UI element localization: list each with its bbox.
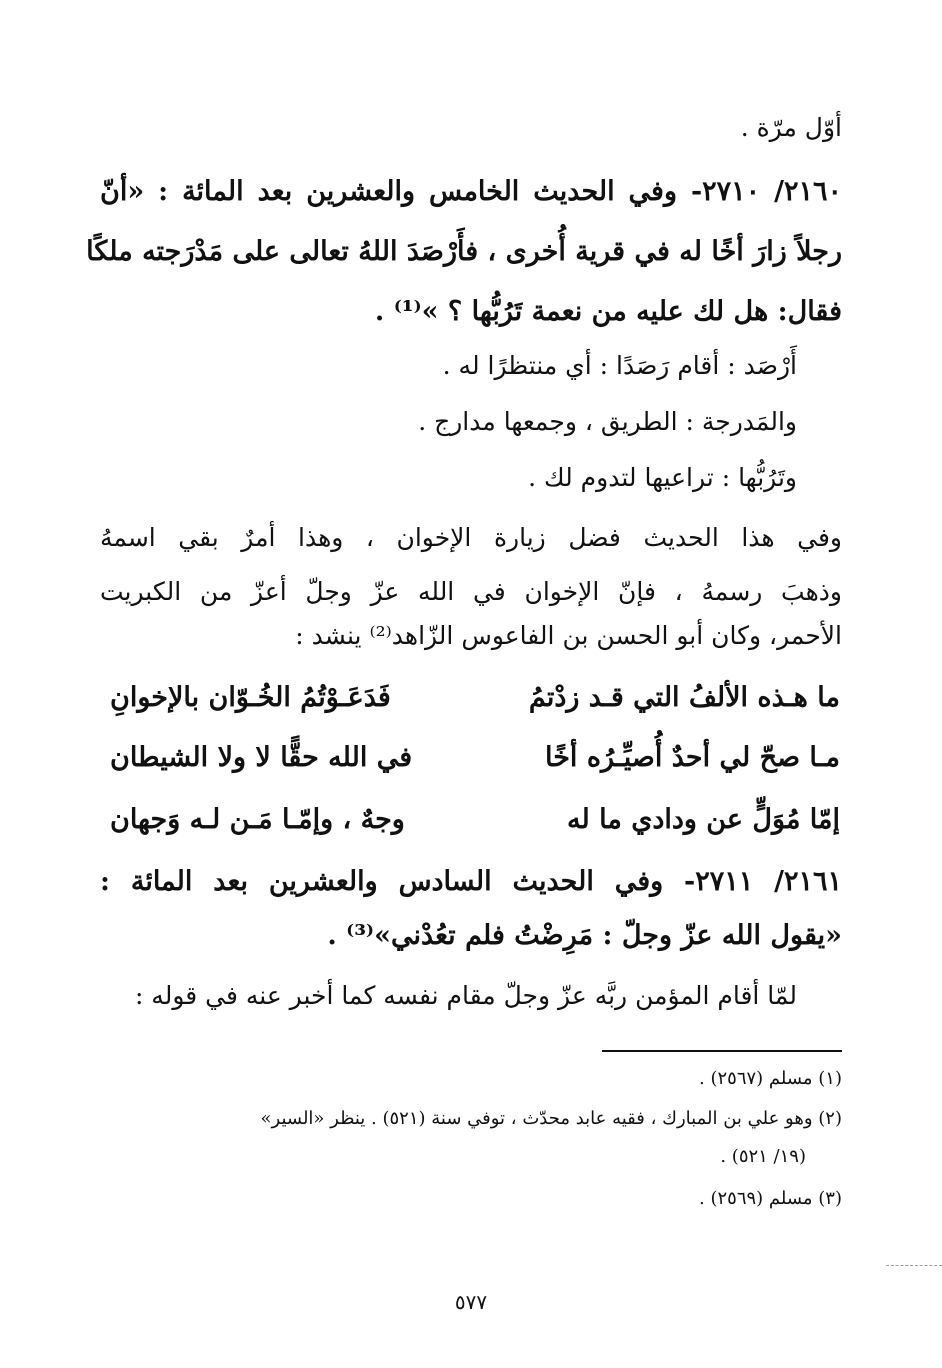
scan-edge-mark bbox=[886, 1265, 942, 1266]
poem-verse-2 bbox=[110, 736, 840, 780]
gloss-arsad: أَرْصَد : أقام رَصَدًا : أي منتظرًا له . bbox=[442, 351, 797, 380]
hadith-2160-heading: ٢١٦٠/ ٢٧١٠- وفي الحديث الخامس والعشرين بعد المائة : «أنّ bbox=[100, 176, 842, 207]
gloss-tarubbuha: وتَرُبُّها : تراعيها لتدوم لك . bbox=[528, 463, 797, 492]
page-number: ٥٧٧ bbox=[454, 1290, 488, 1314]
gloss-madraja: والمَدرجة : الطريق ، وجمعها مدارج . bbox=[418, 407, 797, 436]
footnote-3: (٣) مسلم (٢٥٦٩) . bbox=[699, 1188, 842, 1209]
commentary-line-1: وفي هذا الحديث فضل زيارة الإخوان ، وهذا أمرٌ بقي اسمهُ bbox=[100, 523, 842, 552]
poem-verse-3-first-hemistich: إمّا مُوَلٍّ عن ودادي ما له bbox=[567, 804, 840, 835]
poem-verse-1-second-hemistich: فَدَعَـوْتُمُ الخُـوّان بالإخوانِ bbox=[110, 682, 391, 713]
poem-verse-3-second-hemistich: وجهٌ ، وإمّـا مَـن لـه وَجهان bbox=[110, 804, 405, 835]
footnote-separator bbox=[602, 1050, 842, 1052]
poem-verse-1 bbox=[110, 676, 840, 720]
commentary-2161-line-1: لمّا أقام المؤمن ربَّه عزّ وجلّ مقام نفسه كما أخبر عنه في قوله : bbox=[134, 981, 797, 1010]
text-line-1: أوّل مرّة . bbox=[740, 113, 842, 142]
footnote-1: (١) مسلم (٢٥٦٧) . bbox=[699, 1068, 842, 1089]
poem-verse-2-second-hemistich: في الله حقًّا لا ولا الشيطان bbox=[110, 742, 413, 773]
commentary-line-2: وذهبَ رسمهُ ، فإنّ الإخوان في الله عزّ وجلّ أعزّ من الكبريت bbox=[100, 577, 842, 606]
poem-verse-3 bbox=[110, 798, 840, 842]
poem-verse-2-first-hemistich: مـا صحّ لي أحدٌ أُصيِّـرُه أخًا bbox=[545, 742, 840, 773]
footnote-2-continued: (١٩/ ٥٢١) . bbox=[720, 1146, 806, 1167]
commentary-line-3: الأحمر، وكان أبو الحسن بن الفاعوس الزّاهد⁽²⁾ ينشد : bbox=[295, 621, 842, 650]
hadith-2160-line-2: رجلاً زارَ أخًا له في قرية أُخرى ، فأَرْصَدَ اللهُ تعالى على مَدْرَجته ملكًا bbox=[86, 236, 842, 267]
hadith-2161-text: «يقول الله عزّ وجلّ : مَرِضْتُ فلم تعُدْني»⁽³⁾ . bbox=[327, 920, 842, 951]
footnote-2: (٢) وهو علي بن المبارك ، فقيه عابد محدّث ، توفي سنة (٥٢١) . ينظر «السير» bbox=[260, 1108, 842, 1129]
hadith-2160-line-3: فقال: هل لك عليه من نعمة تَرُبُّها ؟ »⁽¹⁾ . bbox=[374, 296, 842, 327]
poem-verse-1-first-hemistich: ما هـذه الألفُ التي قـد زدْتمُ bbox=[528, 682, 840, 713]
hadith-2161-heading: ٢١٦١/ ٢٧١١- وفي الحديث السادس والعشرين بعد المائة : bbox=[100, 866, 842, 897]
